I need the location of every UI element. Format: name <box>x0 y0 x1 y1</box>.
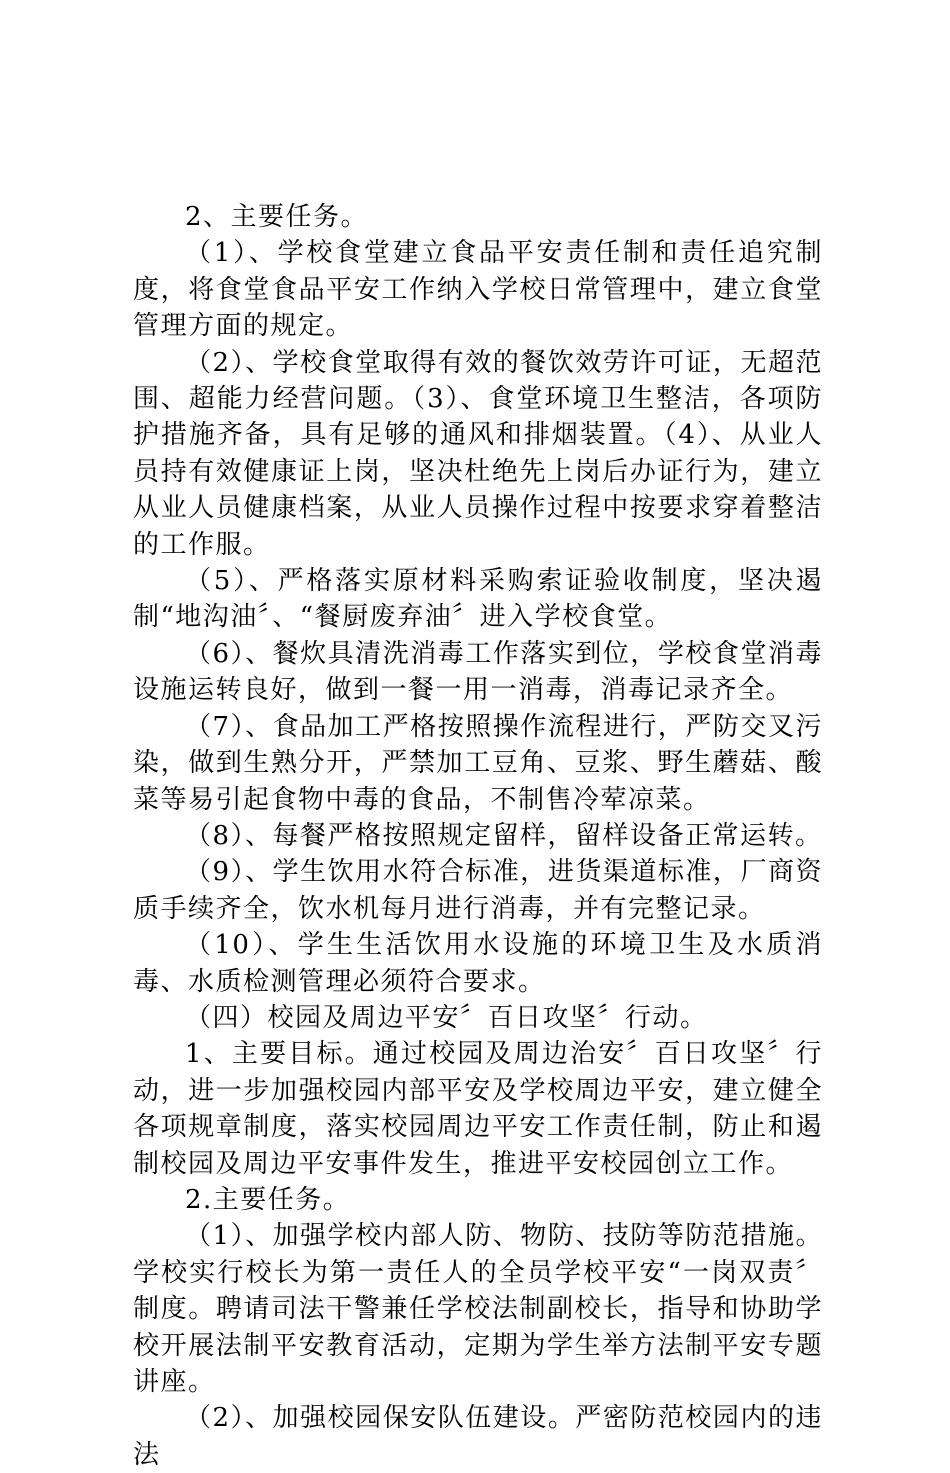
paragraph-task-2: （2）、加强校园保安队伍建设。严密防范校园内的违法 <box>133 1403 823 1470</box>
document-body <box>133 199 823 1473</box>
paragraph-item-5: （5）、严格落实原材料采购索证验收制度，坚决遏制“地沟油〞、“餐厨废弃油〞进入学校食堂。 <box>133 566 823 633</box>
paragraph-main-tasks-heading-2: 2.主要任务。 <box>185 1184 351 1215</box>
paragraph-item-6: （6）、餐炊具清洗消毒工作落实到位，学校食堂消毒设施运转良好，做到一餐一用一消毒，消毒记录齐全。 <box>133 638 823 706</box>
section-heading-four: （四）校园及周边平安〞百日攻坚〞行动。 <box>185 1002 708 1033</box>
paragraph-item-8: （8）、每餐严格按照规定留样，留样设备正常运转。 <box>185 820 823 851</box>
paragraph-item-10: （10）、学生生活饮用水设施的环境卫生及水质消毒、水质检测管理必须符合要求。 <box>133 930 823 997</box>
paragraph-item-1: （1）、学校食堂建立食品平安责任制和责任追究制度，将食堂食品平安工作纳入学校日常管理中，建立食堂管理方面的规定。 <box>133 238 823 342</box>
paragraph-main-goal: 1、主要目标。通过校园及周边治安〞百日攻坚〞行动，进一步加强校园内部平安及学校周边平安，建立健全各项规章制度，落实校园周边平安工作责任制，防止和遏制校园及周边平安事件发生，推进平安校园创立工作。 <box>133 1039 823 1179</box>
paragraph-item-9: （9）、学生饮用水符合标准，进货渠道标准，厂商资质手续齐全，饮水机每月进行消毒，并有完整记录。 <box>133 857 823 924</box>
paragraph-main-tasks-heading: 2、主要任务。 <box>185 202 369 232</box>
paragraph-task-1: （1）、加强学校内部人防、物防、技防等防范措施。学校实行校长为第一责任人的全员学校平安“一岗双责〞制度。聘请司法干警兼任学校法制副校长，指导和协助学校开展法制平安教育活动，定期为学生举方法制平安专题讲座。 <box>133 1221 823 1397</box>
paragraph-item-7: （7）、食品加工严格按照操作流程进行，严防交叉污染，做到生熟分开，严禁加工豆角、豆浆、野生蘑菇、酸菜等易引起食物中毒的食品，不制售冷荤凉菜。 <box>133 711 823 815</box>
paragraph-item-2-4: （2）、学校食堂取得有效的餐饮效劳许可证，无超范围、超能力经营问题。（3）、食堂环境卫生整洁，各项防护措施齐备，具有足够的通风和排烟装置。（4）、从业人员持有效健康证上岗，坚决杜绝先上岗后办证行为，建立从业人员健康档案，从业人员操作过程中按要求穿着整洁的工作服。 <box>133 347 823 560</box>
